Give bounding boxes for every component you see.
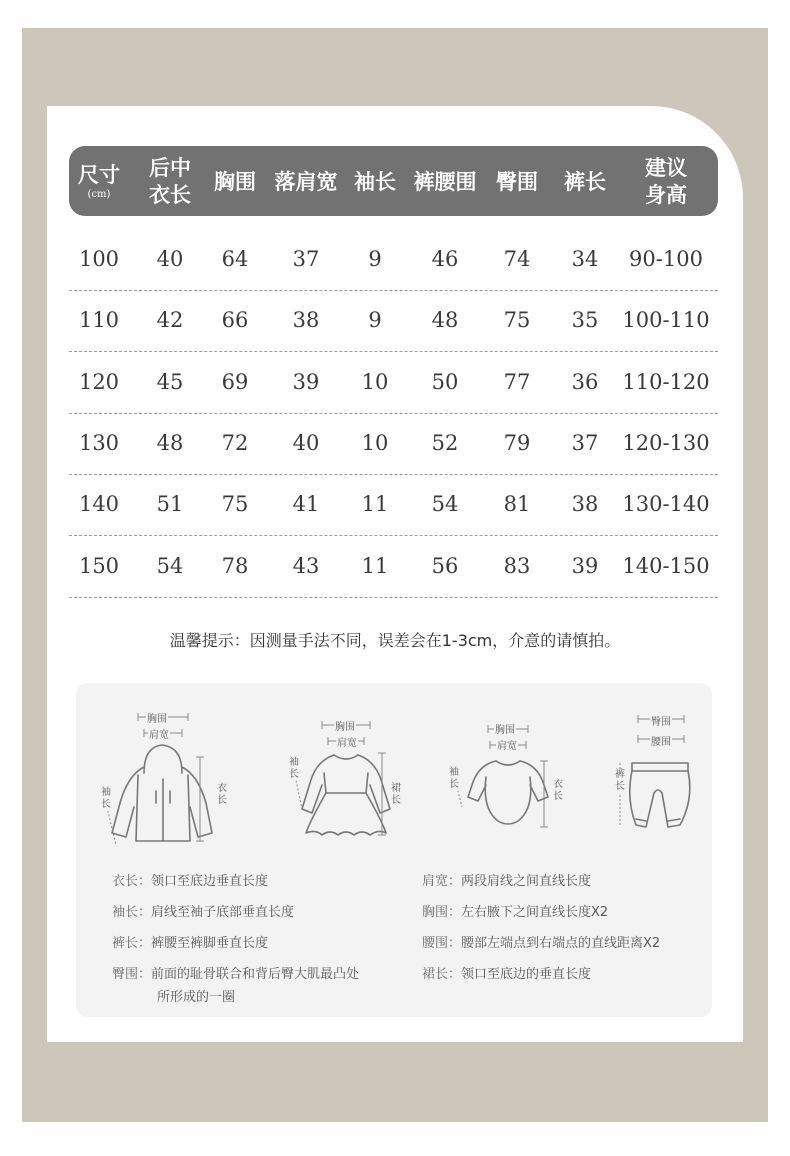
table-cell: 140 [78,492,120,517]
header-line1: 建议 [645,155,687,180]
romper-sleeve-label: 袖长 [449,767,459,790]
table-cell: 52 [431,430,459,455]
table-row [69,229,718,291]
note-text: 腰部左端点到右端点的直线距离X2 [461,936,661,951]
header-waist [404,146,486,216]
table-cell: 9 [368,308,382,333]
coat-length-label: 衣长 [217,783,227,806]
table-cell: 72 [221,430,249,455]
header-height [622,146,710,216]
coat-shoulder-label: 肩宽 [148,726,170,741]
romper-chest-label: 胸围 [494,721,516,736]
header-line1: 胸围 [214,168,256,194]
table-cell: 90-100 [629,247,703,271]
romper-shoulder-label: 肩宽 [496,737,518,752]
table-cell: 150 [78,553,120,578]
table-cell: 79 [503,430,531,455]
table-cell: 75 [221,492,249,517]
note-key: 腰围： [422,936,462,951]
header-size-unit: (cm) [87,188,111,200]
pants-waist-label: 腰围 [650,733,672,748]
dress-sleeve-label: 袖长 [289,757,299,780]
header-line1: 裤长 [564,168,606,194]
header-line1: 裤腰围 [413,168,477,194]
table-cell: 110 [78,308,120,333]
note-key: 裤长： [112,936,152,951]
table-cell: 48 [156,430,184,455]
coat-chest-label: 胸围 [146,710,168,725]
note-chest [422,902,608,924]
note-text: 肩线至袖子底部垂直长度 [151,905,295,920]
table-cell: 64 [221,247,249,271]
header-hip [486,146,548,216]
romper-length-label: 衣长 [553,779,563,802]
note-sleeve [112,902,294,924]
note-text: 领口至底边垂直长度 [151,874,269,889]
table-cell: 66 [221,308,249,333]
header-chest [204,146,266,216]
note-hip [112,964,359,986]
note-key: 肩宽： [422,874,462,889]
table-cell: 120-130 [622,430,710,455]
dress-skirt-label: 裙长 [391,783,401,806]
table-cell: 37 [292,247,320,271]
table-cell: 56 [431,553,459,578]
table-cell: 11 [361,492,389,517]
header-line2: 衣长 [149,182,191,207]
header-line2: 身高 [645,182,687,207]
table-cell: 9 [368,247,382,271]
table-cell: 41 [292,492,320,517]
table-cell: 83 [503,553,531,578]
pants-figure [604,709,704,839]
table-cell: 45 [156,369,184,394]
table-cell: 38 [571,492,599,517]
table-row [69,536,718,598]
header-line1: 落肩宽 [274,168,338,194]
table-cell: 120 [78,369,120,394]
pants-length-label: 裤长 [615,769,625,792]
table-cell: 140-150 [622,553,710,578]
coat-figure [98,695,228,845]
note-pants-length [112,933,268,955]
note-text: 两段肩线之间直线长度 [461,874,592,889]
table-cell: 39 [571,553,599,578]
table-cell: 130-140 [622,492,710,517]
table-header [69,146,718,216]
dress-chest-label: 胸围 [334,718,356,733]
note-text: 左右腋下之间直线长度X2 [461,905,609,920]
note-skirt [422,964,591,986]
note-key: 袖长： [112,905,152,920]
table-cell: 78 [221,553,249,578]
note-text: 领口至底边的垂直长度 [461,967,592,982]
header-pants-length [548,146,622,216]
table-cell: 43 [292,553,320,578]
note-text: 所形成的一圈 [157,990,236,1005]
table-row [69,474,718,536]
table-cell: 10 [361,430,389,455]
note-length [112,871,268,893]
header-line1: 后中 [149,155,191,180]
table-cell: 50 [431,369,459,394]
table-cell: 10 [361,369,389,394]
romper-figure [448,715,568,835]
table-cell: 37 [571,430,599,455]
note-key: 衣长： [112,874,152,889]
table-cell: 130 [78,430,120,455]
coat-sleeve-label: 袖长 [101,787,111,810]
table-cell: 42 [156,308,184,333]
note-waist [422,933,660,955]
table-row [69,290,718,352]
table-row [69,413,718,475]
pants-hip-label: 臀围 [650,713,672,728]
header-line1: 臀围 [496,168,538,194]
header-line1: 袖长 [354,168,396,194]
note-text: 前面的耻骨联合和背后臀大肌最凸处 [151,967,360,982]
table-cell: 34 [571,247,599,271]
table-cell: 40 [156,247,184,271]
table-cell: 81 [503,492,531,517]
header-sleeve [346,146,404,216]
table-cell: 100-110 [622,308,710,333]
header-shoulder [266,146,346,216]
header-size [69,146,129,216]
note-shoulder [422,871,591,893]
measurement-tip: 温馨提示：因测量手法不同，误差会在1-3cm，介意的请慎拍。 [169,631,621,650]
header-size-label: 尺寸 [78,161,120,187]
table-cell: 35 [571,308,599,333]
note-key: 胸围： [422,905,462,920]
header-back-length [136,146,204,216]
table-cell: 46 [431,247,459,271]
table-cell: 54 [431,492,459,517]
table-cell: 69 [221,369,249,394]
table-cell: 54 [156,553,184,578]
note-key: 裙长： [422,967,462,982]
table-cell: 40 [292,430,320,455]
dress-figure [286,713,406,843]
table-cell: 74 [503,247,531,271]
table-cell: 11 [361,553,389,578]
table-cell: 39 [292,369,320,394]
table-cell: 110-120 [622,369,710,394]
note-hip-cont [157,987,235,1009]
note-key: 臀围： [112,967,152,982]
table-cell: 100 [78,247,120,271]
note-text: 裤腰至裤脚垂直长度 [151,936,269,951]
table-cell: 75 [503,308,531,333]
table-cell: 48 [431,308,459,333]
table-cell: 77 [503,369,531,394]
table-cell: 51 [156,492,184,517]
table-row [69,352,718,414]
measurement-guide [76,683,712,1017]
dress-shoulder-label: 肩宽 [336,734,358,749]
table-cell: 36 [571,369,599,394]
table-cell: 38 [292,308,320,333]
